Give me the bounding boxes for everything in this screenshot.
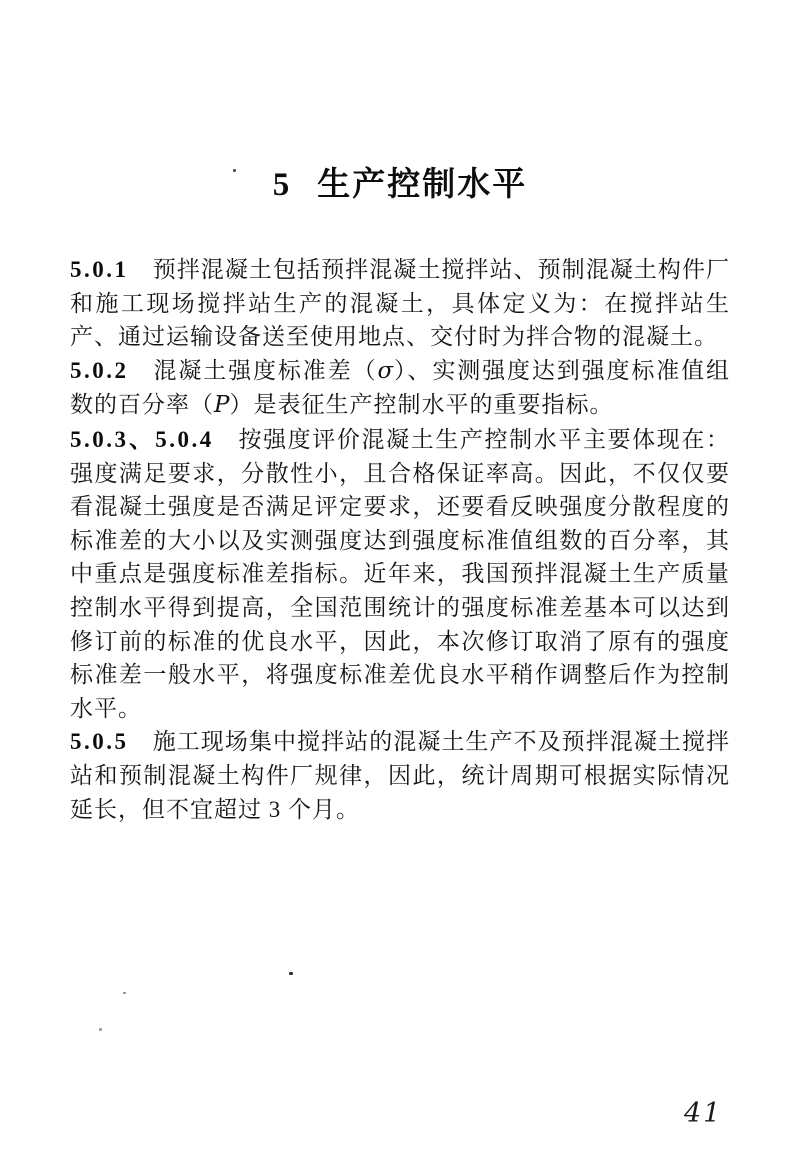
clause-text-segment: ）、实测强度达到强度标准值组数的百分率（	[70, 357, 731, 418]
clause-number: 5.0.1	[70, 257, 129, 282]
sigma-symbol: σ	[377, 357, 394, 384]
p-symbol: P	[214, 392, 230, 419]
clause-text-segment: 混凝土强度标准差（	[152, 357, 378, 383]
scan-speck	[289, 972, 293, 975]
chapter-heading	[0, 0, 800, 207]
clause-5-0-5	[70, 725, 730, 826]
clause-text-segment: ）是表征生产控制水平的重要指标。	[229, 392, 614, 418]
clause-text: 按强度评价混凝土生产控制水平主要体现在：强度满足要求，分散性小，且合格保证率高。因此，不仅仅要看混凝土强度是否满足评定要求，还要看反映强度分散程度的标准差的大小以及实测强度达到强度标准值组数的百分率，其中重点是强度标准差指标。近年来，我国预拌混凝土生产质量控制水平得到提高，全国范围统计的强度标准差基本可以达到修订前的标准的优良水平，因此，本次修订取消了原有的强度标准差一般水平，将强度标准差优良水平稍作调整后作为控制水平。	[70, 426, 731, 721]
clause-number: 5.0.3、5.0.4	[70, 426, 214, 452]
clause-number: 5.0.2	[70, 357, 129, 383]
scan-speck	[123, 992, 126, 994]
clause-number: 5.0.5	[70, 729, 129, 755]
clause-text: 预拌混凝土包括预拌混凝土搅拌站、预制混凝土构件厂和施工现场搅拌站生产的混凝土，具体定义为：在搅拌站生产、通过运输设备送至使用地点、交付时为拌合物的混凝土。	[70, 257, 730, 350]
clause-5-0-3-5-0-4	[70, 423, 730, 725]
chapter-number: 5	[272, 167, 292, 203]
scan-speck	[233, 169, 236, 172]
chapter-title: 生产控制水平	[317, 167, 528, 203]
clause-text: 施工现场集中搅拌站的混凝土生产不及预拌混凝土搅拌站和预制混凝土构件厂规律，因此，统计周期可根据实际情况延长，但不宜超过 3 个月。	[70, 729, 730, 822]
clause-5-0-1	[70, 253, 730, 354]
body-text	[70, 253, 730, 826]
scan-speck	[99, 1028, 102, 1031]
clause-5-0-2	[70, 354, 730, 423]
page-number: 41	[684, 1098, 723, 1129]
